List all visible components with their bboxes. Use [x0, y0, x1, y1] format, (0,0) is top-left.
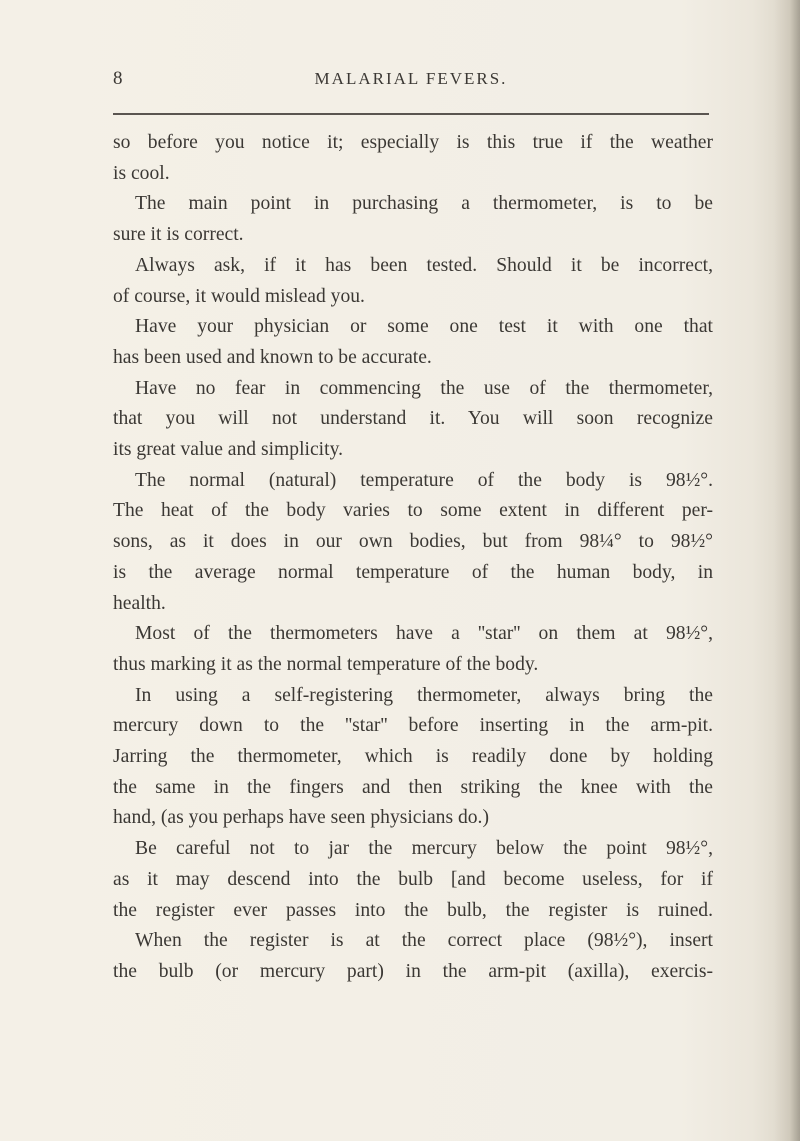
text-line: that you will not understand it. You will soon recognize	[113, 408, 713, 430]
text-line: sons, as it does in our own bodies, but from 98¼° to 98½°	[113, 531, 713, 553]
text-line: health.	[113, 592, 166, 614]
text-line: sure it is correct.	[113, 224, 244, 246]
header-rule	[113, 113, 709, 115]
text-line: Always ask, if it has been tested. Should it be incorrect,	[135, 254, 713, 276]
text-line: of course, it would mislead you.	[113, 285, 365, 307]
body-text	[113, 128, 713, 988]
text-line: The normal (natural) temperature of the body is 98½°.	[135, 469, 713, 491]
text-line: In using a self-registering thermometer, always bring the	[135, 684, 713, 706]
text-line: its great value and simplicity.	[113, 439, 343, 461]
page-header	[113, 68, 709, 98]
text-line: hand, (as you perhaps have seen physicians do.)	[113, 807, 489, 829]
page-number: 8	[113, 68, 123, 89]
text-line: Most of the thermometers have a ''star'' on them at 98½°,	[135, 623, 713, 645]
page-edge-shadow	[774, 0, 800, 1141]
text-line: Be careful not to jar the mercury below the point 98½°,	[135, 838, 713, 860]
text-line: mercury down to the ''star'' before inserting in the arm-pit.	[113, 715, 713, 737]
text-line: thus marking it as the normal temperature of the body.	[113, 653, 539, 675]
text-line: The heat of the body varies to some extent in different per-	[113, 500, 713, 522]
text-line: is the average normal temperature of the human body, in	[113, 561, 713, 583]
text-line: has been used and known to be accurate.	[113, 346, 432, 368]
text-line: the register ever passes into the bulb, the register is ruined.	[113, 899, 713, 921]
text-line: so before you notice it; especially is this true if the weather	[113, 132, 713, 153]
text-line: as it may descend into the bulb [and become useless, for if	[113, 868, 713, 890]
text-line: Have your physician or some one test it with one that	[135, 316, 713, 338]
text-line: the bulb (or mercury part) in the arm-pit (axilla), exercis-	[113, 960, 713, 982]
text-line: the same in the fingers and then striking the knee with the	[113, 776, 713, 798]
text-line: Have no fear in commencing the use of the thermometer,	[135, 377, 713, 399]
text-line: Jarring the thermometer, which is readily done by holding	[113, 746, 713, 768]
running-title: MALARIAL FEVERS.	[314, 69, 508, 88]
text-line: The main point in purchasing a thermometer, is to be	[135, 193, 713, 215]
text-line: When the register is at the correct place (98½°), insert	[135, 930, 713, 952]
text-line: is cool.	[113, 162, 170, 184]
